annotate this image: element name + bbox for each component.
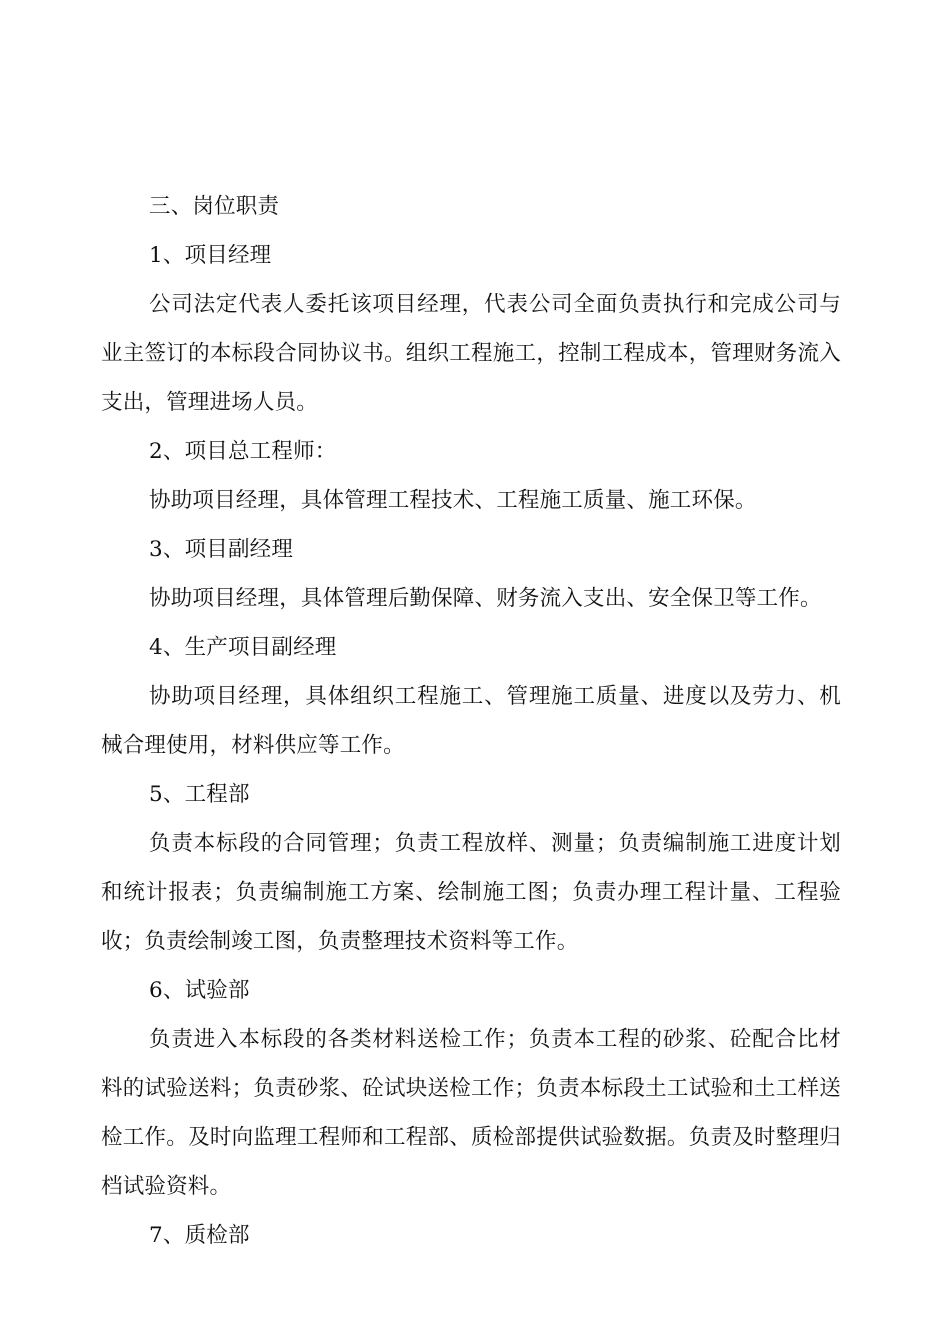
item-paragraph-testing-dept: 负责进入本标段的各类材料送检工作；负责本工程的砂浆、砼配合比材料的试验送料；负责砂浆、砼试块送检工作；负责本标段土工试验和土工样送检工作。及时向监理工程师和工程部、质检部提供试验数据。负责及时整理归档试验资料。 xyxy=(101,1027,841,1199)
item-heading-deputy-manager: 3、项目副经理 xyxy=(149,537,294,562)
item-paragraph-production-deputy-manager: 协助项目经理，具体组织工程施工、管理施工质量、进度以及劳力、机械合理使用，材料供应等工作。 xyxy=(101,684,841,758)
item-heading-chief-engineer: 2、项目总工程师： xyxy=(149,439,337,464)
document-body xyxy=(101,182,841,1260)
item-heading-project-manager: 1、项目经理 xyxy=(149,243,272,268)
item-paragraph-deputy-manager: 协助项目经理，具体管理后勤保障、财务流入支出、安全保卫等工作。 xyxy=(149,586,822,611)
item-paragraph-project-manager: 公司法定代表人委托该项目经理，代表公司全面负责执行和完成公司与业主签订的本标段合同协议书。组织工程施工，控制工程成本，管理财务流入支出，管理进场人员。 xyxy=(101,292,841,415)
item-paragraph-engineering-dept: 负责本标段的合同管理；负责工程放样、测量；负责编制施工进度计划和统计报表；负责编制施工方案、绘制施工图；负责办理工程计量、工程验收；负责绘制竣工图，负责整理技术资料等工作。 xyxy=(101,831,841,954)
item-heading-engineering-dept: 5、工程部 xyxy=(149,782,250,807)
item-heading-testing-dept: 6、试验部 xyxy=(149,978,250,1003)
item-paragraph-chief-engineer: 协助项目经理，具体管理工程技术、工程施工质量、施工环保。 xyxy=(149,488,757,513)
section-title: 三、岗位职责 xyxy=(149,194,280,219)
item-heading-production-deputy-manager: 4、生产项目副经理 xyxy=(149,635,337,660)
item-heading-quality-dept: 7、质检部 xyxy=(149,1223,250,1248)
